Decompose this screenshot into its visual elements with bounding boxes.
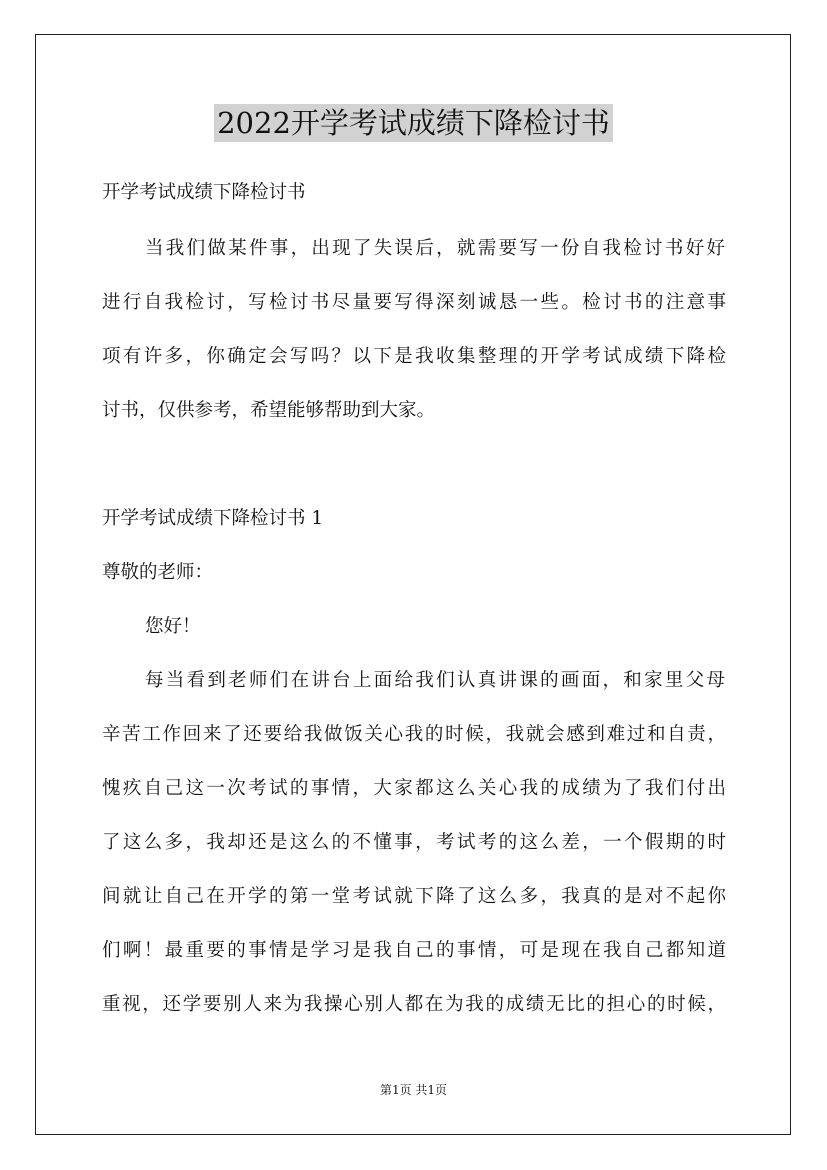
- title-container: [0, 104, 827, 142]
- intro-line: 项有许多，你确定会写吗？以下是我收集整理的开学考试成绩下降检: [102, 346, 726, 367]
- section-heading: 开学考试成绩下降检讨书 1: [102, 508, 324, 529]
- body-line: 们啊！最重要的事情是学习是我自己的事情，可是现在我自己都知道: [102, 940, 726, 961]
- intro-line: 讨书，仅供参考，希望能够帮助到大家。: [102, 400, 436, 421]
- page-footer: 第1页 共1页: [379, 1083, 448, 1097]
- body-line: 愧疚自己这一次考试的事情，大家都这么关心我的成绩为了我们付出: [102, 778, 726, 799]
- body-line: 重视，还学要别人来为我操心别人都在为我的成绩无比的担心的时候，: [102, 994, 726, 1015]
- intro-line: 进行自我检讨，写检讨书尽量要写得深刻诚恳一些。检讨书的注意事: [102, 292, 726, 313]
- salutation: 尊敬的老师：: [102, 562, 214, 583]
- body-line: 辛苦工作回来了还要给我做饭关心我的时候，我就会感到难过和自责，: [102, 724, 726, 745]
- body-line: 间就让自己在开学的第一堂考试就下降了这么多，我真的是对不起你: [102, 886, 726, 907]
- body-line: 了这么多，我却还是这么的不懂事，考试考的这么差，一个假期的时: [102, 832, 726, 853]
- body-line: 每当看到老师们在讲台上面给我们认真讲课的画面，和家里父母: [145, 670, 725, 691]
- document-subtitle: 开学考试成绩下降检讨书: [102, 182, 306, 203]
- document-title: 2022开学考试成绩下降检讨书: [214, 104, 613, 142]
- intro-line: 当我们做某件事，出现了失误后，就需要写一份自我检讨书好好: [145, 238, 725, 259]
- greeting: 您好！: [145, 616, 201, 637]
